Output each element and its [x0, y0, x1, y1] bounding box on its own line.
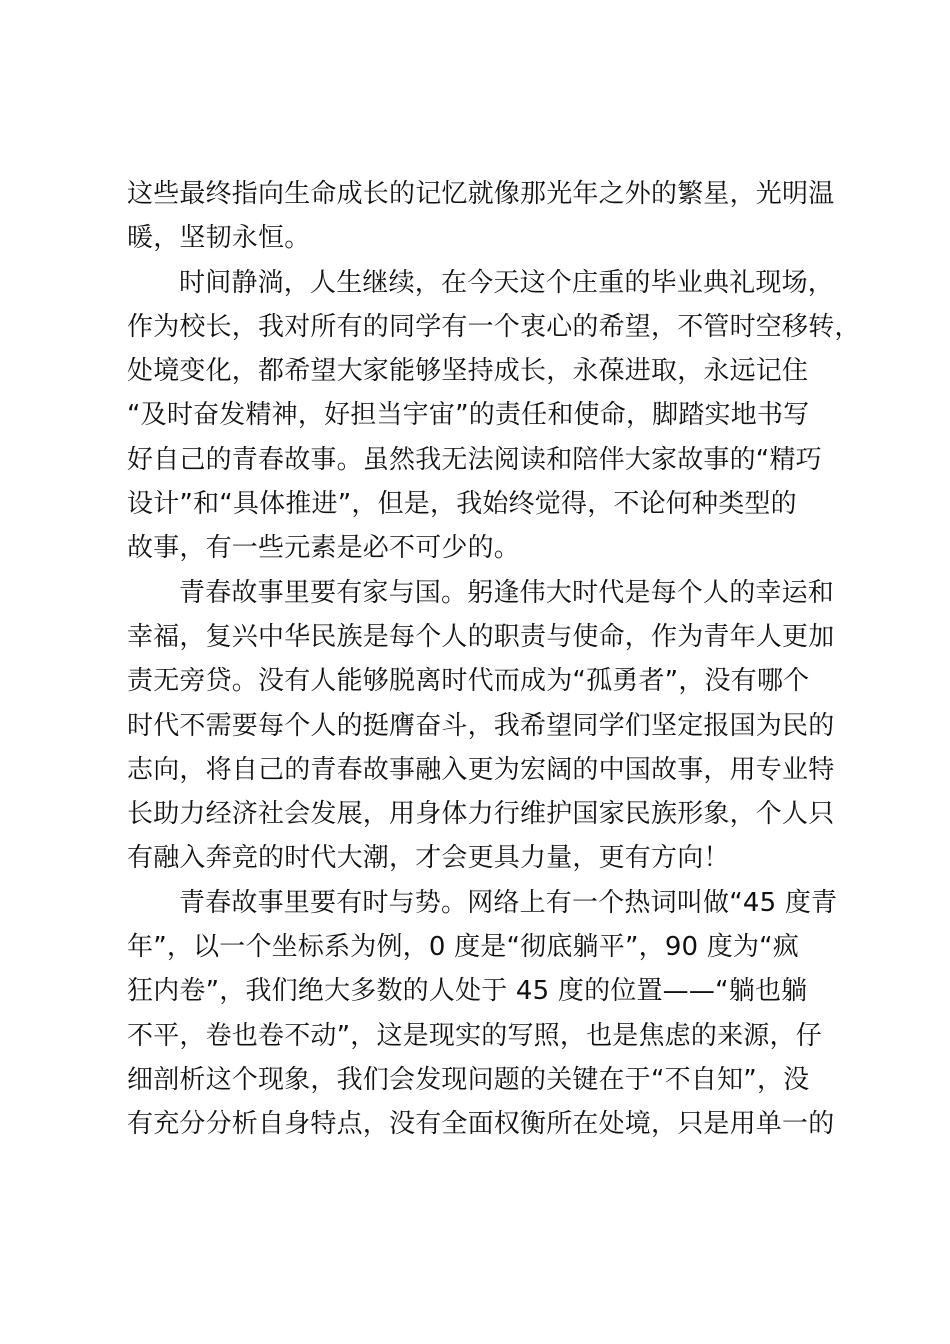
text-line: 年”，以一个坐标系为例，0 度是“彻底躺平”，90 度为“疯	[127, 932, 800, 963]
text-line: 有充分分析自身特点，没有全面权衡所在处境，只是用单一的	[127, 1109, 835, 1140]
text-line: 这些最终指向生命成长的记忆就像那光年之外的繁星，光明温	[127, 179, 835, 209]
text-line: 有融入奔竞的时代大潮，才会更具力量，更有方向！	[127, 843, 730, 874]
text-line: 处境变化，都希望大家能够坚持成长，永葆进取，永远记住	[127, 356, 809, 387]
text-line: 设计”和“具体推进”，但是，我始终觉得，不论何种类型的	[127, 489, 797, 520]
text-line: 责无旁贷。没有人能够脱离时代而成为“孤勇者”，没有哪个	[127, 666, 810, 697]
paragraph-start-line: 青春故事里要有家与国。躬逢伟大时代是每个人的幸运和	[179, 577, 835, 608]
text-line: 狂内卷”，我们绝大多数的人处于 45 度的位置——“躺也躺	[127, 976, 808, 1007]
text-line: 幸福，复兴中华民族是每个人的职责与使命，作为青年人更加	[127, 621, 835, 652]
text-line: 细剖析这个现象，我们会发现问题的关键在于“不自知”，没	[127, 1064, 810, 1095]
text-line: 作为校长，我对所有的同学有一个衷心的希望，不管时空移转，	[127, 311, 861, 342]
text-line: 志向，将自己的青春故事融入更为宏阔的中国故事，用专业特	[127, 754, 835, 785]
paragraph-start-line: 时间静淌，人生继续，在今天这个庄重的毕业典礼现场，	[179, 267, 835, 298]
text-line: 故事，有一些元素是必不可少的。	[127, 533, 521, 564]
text-line: 时代不需要每个人的挺膺奋斗，我希望同学们坚定报国为民的	[127, 710, 835, 741]
text-line: 长助力经济社会发展，用身体力行维护国家民族形象，个人只	[127, 799, 835, 830]
text-line: 暖，坚韧永恒。	[127, 223, 311, 254]
body-text	[127, 172, 861, 1147]
text-line: 不平，卷也卷不动”，这是现实的写照，也是焦虑的来源，仔	[127, 1020, 822, 1051]
paragraph-start-line: 青春故事里要有时与势。网络上有一个热词叫做“45 度青	[179, 887, 838, 918]
text-line: “及时奋发精神，好担当宇宙”的责任和使命，脚踏实地书写	[127, 400, 810, 431]
text-line: 好自己的青春故事。虽然我无法阅读和陪伴大家故事的“精巧	[127, 444, 822, 475]
